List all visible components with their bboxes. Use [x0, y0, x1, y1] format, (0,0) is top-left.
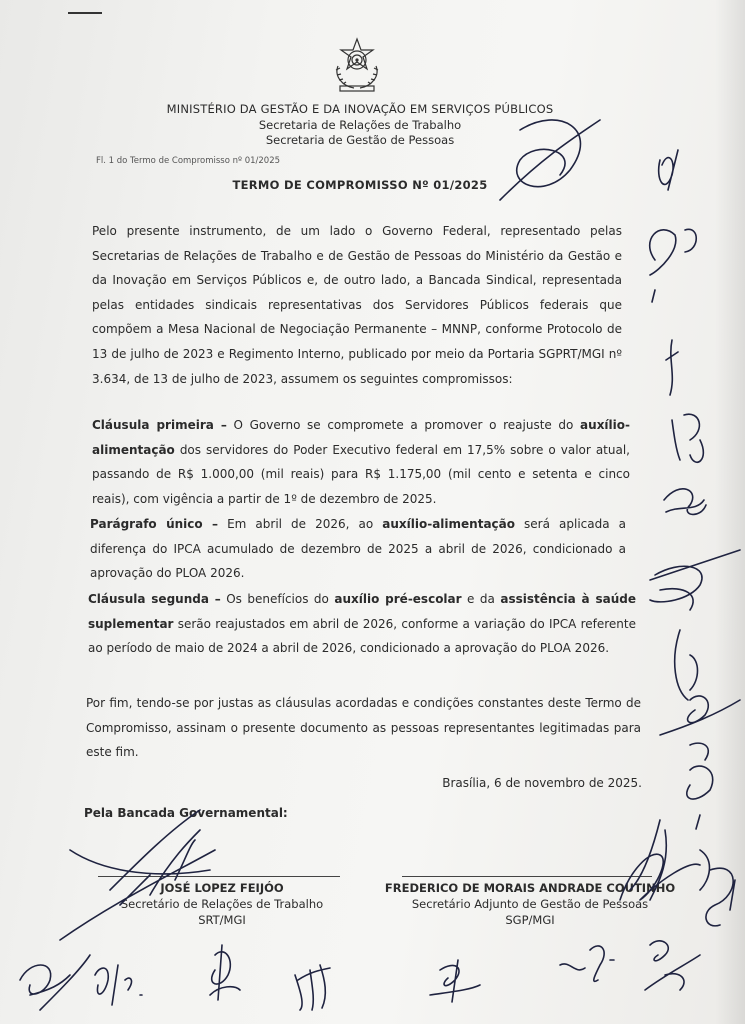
signature-line-right	[402, 876, 652, 877]
ministry-name: MINISTÉRIO DA GESTÃO E DA INOVAÇÃO EM SERVIÇOS PÚBLICOS	[166, 102, 554, 116]
page-fold-shadow	[715, 0, 745, 1024]
sole-paragraph-term: auxílio-alimentação	[382, 517, 515, 531]
clause-two-text-b: e da	[461, 592, 501, 606]
signatory-right-role: Secretário Adjunto de Gestão de Pessoas	[411, 897, 649, 911]
page-reference: Fl. 1 do Termo de Compromisso nº 01/2025	[96, 156, 281, 166]
signatory-left-name: JOSÉ LOPEZ FEIJÓO	[160, 881, 284, 895]
initial-bottom-5	[430, 960, 480, 1002]
sole-paragraph-label: Parágrafo único –	[90, 517, 219, 531]
initial-bottom-3	[210, 945, 240, 1000]
coat-of-arms-icon	[330, 36, 384, 94]
clause-two-term-2: assistência à saúde suplementar	[88, 592, 636, 631]
clause-one-text-b: dos servidores do Poder Executivo federal em 17,5% sobre o valor atual, passando de R$ 1.000,00 (mil reais) para R$ 1.175,00 (mil cento e setenta e cinco reais), com vigência a partir de 1º de dezembro de 2025.	[92, 442, 630, 506]
secretariat-people-management: Secretaria de Gestão de Pessoas	[265, 133, 455, 147]
initial-margin-9	[687, 766, 713, 829]
closing-paragraph: Por fim, tendo-se por justas as cláusulas acordadas e condições constantes deste Termo de Compromisso, assinam o presente documento as pessoas representantes legitimadas para este fim.	[86, 696, 641, 760]
document-title: TERMO DE COMPROMISSO Nº 01/2025	[232, 178, 488, 192]
initial-bottom-2	[95, 965, 142, 1005]
clause-two-term-1: auxílio pré-escolar	[334, 592, 462, 606]
initial-margin-2	[650, 229, 697, 302]
signatory-left-unit: SRT/MGI	[198, 913, 246, 927]
signatory-left-role: Secretário de Relações de Trabalho	[120, 897, 324, 911]
signature-line-left	[98, 876, 340, 877]
sole-paragraph	[90, 512, 626, 586]
initial-margin-4	[672, 414, 703, 462]
initial-margin-5	[664, 489, 706, 515]
clause-one-term: auxílio-alimentação	[92, 418, 630, 457]
initial-bottom-4	[295, 965, 330, 1010]
initial-margin-1	[659, 150, 678, 190]
clause-two-text-a: Os benefícios do	[220, 592, 335, 606]
clause-two-label: Cláusula segunda –	[88, 592, 221, 606]
initial-bottom-1	[20, 955, 90, 1010]
sole-paragraph-text-a: Em abril de 2026, ao	[218, 517, 383, 531]
intro-paragraph: Pelo presente instrumento, de um lado o Governo Federal, representado pelas Secretarias de Relações de Trabalho e de Gestão de Pessoas do Ministério da Gestão e da Inovação em Serviços Públicos e, de outro lado, a Bancada Sindical, representada pelas entidades sindicais representativas dos Servidores Públicos federais que compõem a Mesa Nacional de Negociação Permanente – MNNP, conforme Protocolo de 13 de julho de 2023 e Regimento Interno, publicado por meio da Portaria SGPRT/MGI nº 3.634, de 13 de julho de 2023, assumem os seguintes compromissos:	[92, 224, 622, 386]
corner-mark	[68, 12, 102, 14]
signatory-right-unit: SGP/MGI	[505, 913, 555, 927]
signatory-right	[382, 880, 678, 928]
initial-bottom-7	[645, 941, 700, 990]
initial-bottom-6	[560, 946, 614, 981]
clause-one-label: Cláusula primeira –	[92, 418, 227, 432]
clause-two	[88, 587, 636, 661]
initial-margin-7	[675, 630, 698, 700]
clause-one	[92, 413, 630, 511]
government-bench-label: Pela Bancada Governamental:	[84, 806, 288, 820]
signatory-left	[92, 880, 352, 928]
secretariat-labor-relations: Secretaria de Relações de Trabalho	[258, 118, 462, 132]
signatory-right-name: FREDERICO DE MORAIS ANDRADE COUTINHO	[384, 881, 676, 895]
signing-date: Brasília, 6 de novembro de 2025.	[442, 776, 642, 790]
clause-one-text-a: O Governo se compromete a promover o reajuste do	[226, 418, 581, 432]
sole-paragraph-text-b: será aplicada a diferença do IPCA acumulado de dezembro de 2025 a abril de 2026, condicionado a aprovação do PLOA 2026.	[90, 517, 626, 581]
clause-two-text-c: serão reajustados em abril de 2026, conforme a variação do IPCA referente ao período de maio de 2024 a abril de 2026, condicionado a aprovação do PLOA 2026.	[88, 616, 636, 656]
initial-margin-3	[666, 340, 678, 395]
